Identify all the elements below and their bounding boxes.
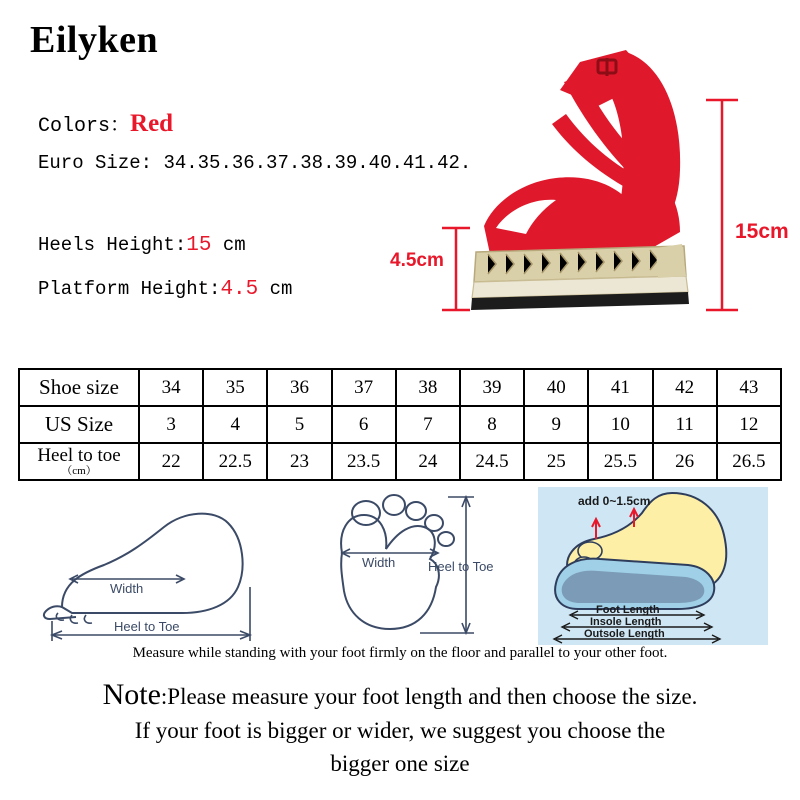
- cell: 39: [460, 369, 524, 406]
- cell: 37: [332, 369, 396, 406]
- spec-euro-value: 34.35.36.37.38.39.40.41.42.: [163, 152, 472, 174]
- cell: 22: [139, 443, 203, 480]
- side-foot-diagram: [32, 487, 282, 645]
- side-foot-width-label: Width: [110, 581, 144, 596]
- spec-platform-label: Platform Height:: [38, 278, 221, 300]
- cell: 6: [332, 406, 396, 443]
- top-foot-diagram: [308, 487, 518, 645]
- outsole-length-label: Outsole Length: [584, 628, 665, 640]
- spec-platform-unit: cm: [269, 278, 293, 300]
- cell: 41: [588, 369, 652, 406]
- insole-length-label: Insole Length: [590, 616, 662, 628]
- cell: 25.5: [588, 443, 652, 480]
- spec-euro-label: Euro Size:: [38, 152, 153, 174]
- row-header-heel-to-toe-unit: （cm）: [61, 464, 97, 477]
- dimension-height-label: 15cm: [735, 220, 789, 243]
- brand-logo: Eilyken: [30, 19, 159, 61]
- product-photo: [390, 20, 789, 340]
- cell: 38: [396, 369, 460, 406]
- row-header-shoe-size: Shoe size: [19, 369, 139, 406]
- cell: 35: [203, 369, 267, 406]
- table-row: [19, 369, 781, 406]
- spec-heels-height: [38, 234, 246, 257]
- cell: 4: [203, 406, 267, 443]
- row-header-heel-to-toe-text: Heel to toe: [37, 444, 121, 466]
- cell: 25: [524, 443, 588, 480]
- cell: 43: [717, 369, 781, 406]
- note-line-2: If your foot is bigger or wider, we suggest you choose the: [134, 717, 666, 743]
- spec-colors-value: Red: [130, 110, 174, 137]
- cell: 23: [267, 443, 331, 480]
- top-foot-width-label: Width: [362, 555, 396, 570]
- note-line-1-text: :Please measure your foot length and then choose the size.: [160, 684, 698, 709]
- table-row: [19, 406, 781, 443]
- cell: 24.5: [460, 443, 524, 480]
- cell: 11: [653, 406, 717, 443]
- spec-heels-value: 15: [186, 234, 212, 257]
- cell: 23.5: [332, 443, 396, 480]
- spec-heels-label: Heels Height:: [38, 234, 187, 256]
- cell: 34: [139, 369, 203, 406]
- spec-heels-unit: cm: [222, 234, 246, 256]
- measure-instruction: Measure while standing with your foot firmly on the floor and parallel to your other foot.: [132, 645, 668, 661]
- spec-platform-height: [38, 278, 292, 301]
- dimension-platform-label: 4.5cm: [390, 250, 444, 271]
- cell: 5: [267, 406, 331, 443]
- table-row: [19, 443, 781, 480]
- spec-platform-value: 4.5: [220, 278, 259, 301]
- note-line-1: [0, 676, 800, 714]
- top-foot-heel-to-toe-label: Heel to Toe: [428, 559, 494, 574]
- cell: 26: [653, 443, 717, 480]
- note-line-3: bigger one size: [330, 750, 470, 776]
- shoe-fit-add-label: add 0~1.5cm: [578, 494, 651, 508]
- cell: 8: [460, 406, 524, 443]
- shoe-illustration: [430, 20, 785, 340]
- cell: 40: [524, 369, 588, 406]
- cell: 22.5: [203, 443, 267, 480]
- note-word: Note: [102, 678, 161, 711]
- cell: 9: [524, 406, 588, 443]
- row-header-us-size: US Size: [19, 406, 139, 443]
- cell: 26.5: [717, 443, 781, 480]
- cell: 10: [588, 406, 652, 443]
- foot-length-label: Foot Length: [596, 604, 660, 616]
- measure-diagrams: [18, 487, 782, 645]
- spec-colors-label: Colors：: [38, 115, 131, 138]
- side-foot-heel-to-toe-label: Heel to Toe: [114, 619, 180, 634]
- cell: 36: [267, 369, 331, 406]
- cell: 24: [396, 443, 460, 480]
- note-block: [0, 676, 800, 780]
- cell: 42: [653, 369, 717, 406]
- cell: 3: [139, 406, 203, 443]
- size-chart-table: [18, 368, 782, 481]
- spec-euro-size: [38, 152, 471, 174]
- cell: 12: [717, 406, 781, 443]
- cell: 7: [396, 406, 460, 443]
- spec-colors: [38, 108, 173, 138]
- shoe-fit-diagram: [538, 487, 768, 645]
- row-header-heel-to-toe: [19, 443, 139, 480]
